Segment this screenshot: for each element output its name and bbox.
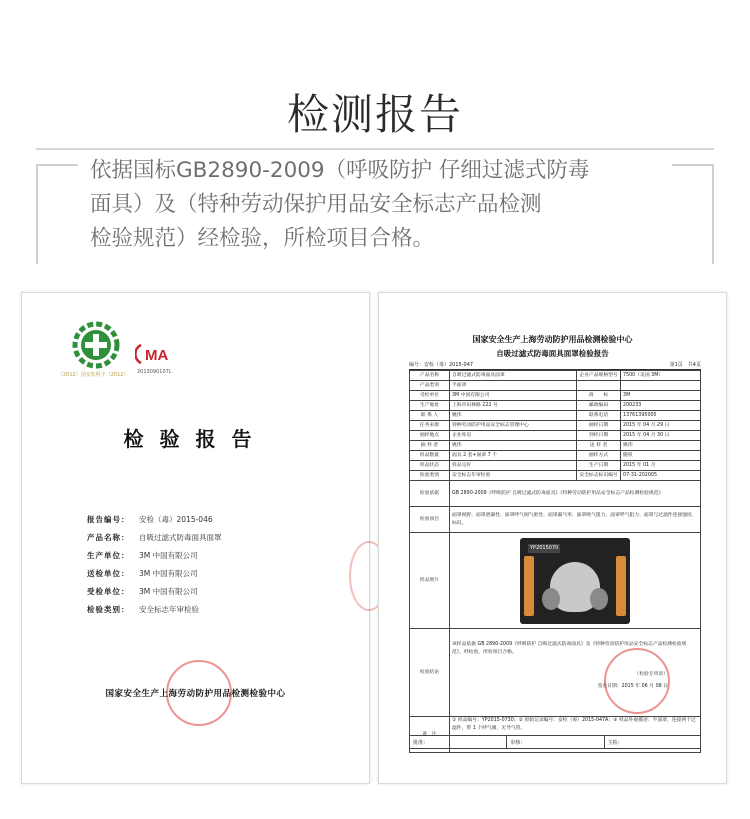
report-number: 编号：安检（毒）2015-047 [409, 362, 474, 368]
table-row [410, 431, 701, 441]
sign-review: 审核： [506, 736, 603, 748]
cover-field-text: 生产单位： [87, 551, 130, 560]
table-cell: 商 标 [577, 391, 621, 401]
table-cell: 备 注 [410, 717, 450, 753]
cover-field-text: 3M 中国有限公司 [139, 587, 198, 596]
table-row [410, 471, 701, 481]
filter-canister-icon [616, 556, 626, 616]
cover-field-text: 自吸过滤式防毒面具面罩 [139, 533, 222, 542]
conclusion-text: 该样品依据 GB 2890-2009《呼吸防护 自吸过滤式防毒面具》及《特种劳动防护用品安全标志产品检测检验规范》，经检验，所检项目合格。 [452, 642, 687, 655]
table-cell: 任务来源 [410, 421, 450, 431]
sign-approve: 批准： [409, 736, 506, 748]
table-cell: 姚伟 [450, 411, 577, 421]
cover-field-text: 产品名称： [87, 533, 130, 542]
table-cell: 联 系 人 [410, 411, 450, 421]
signature-row [409, 735, 701, 749]
table-cell: GB 2890-2009《呼吸防护 自吸过滤式防毒面具》《特种劳动防护用品安全标志产品检测检验规范》 [450, 481, 701, 507]
logo-ma-caption: 2013090107L [137, 369, 172, 375]
table-cell: 抽样日期 [577, 421, 621, 431]
cover-field-row [87, 565, 347, 583]
report-meta [409, 361, 701, 370]
cover-field-text: 安检（毒）2015-046 [139, 515, 213, 524]
table-cell: 姚伟 [450, 441, 577, 451]
table-cell: 安全标志年审检验 [450, 471, 577, 481]
table-cell [621, 381, 701, 391]
table-row [410, 421, 701, 431]
report-cover-image [21, 292, 370, 784]
sample-photo-tag: YP2015070 [530, 544, 559, 551]
conclusion-stamp-text: （检验专用章） [634, 672, 668, 677]
table-cell: 企业库房 [450, 431, 577, 441]
table-cell [577, 381, 621, 391]
table-row [410, 381, 701, 391]
cover-field-row [87, 547, 347, 565]
table-cell: 半面罩 [450, 381, 577, 391]
table-cell: 7500（美国 3M） [621, 371, 701, 381]
table-cell: ① 样品编号：YP2015-0730；② 原始记录编号：安检（毒）2015-047A；③ 样品外观描述：半面罩，连接两个过滤件，带 1 个呼气阀，无导气管。 [450, 717, 701, 753]
cover-field-text: 检验类别： [87, 605, 130, 614]
sign-main: 主检： [604, 736, 701, 748]
cover-field-row [87, 529, 347, 547]
table-cell: 安全标志标识编号 [577, 471, 621, 481]
report-name: 自吸过滤式防毒面具面罩检验报告 [496, 349, 609, 358]
table-cell: 产品名称 [410, 371, 450, 381]
cover-field-text: 受检单位： [87, 587, 130, 596]
cover-field-text: 送检单位： [87, 569, 130, 578]
table-cell: 检验项目 [410, 507, 450, 533]
cma-logo-icon [135, 343, 183, 365]
cover-field-row [87, 511, 347, 529]
report-detail-image [378, 292, 727, 784]
filter-canister-icon [524, 556, 534, 616]
intro-line-3: 检验规范）经检验，所检项目合格。 [90, 226, 435, 251]
table-cell: 检验类别 [410, 471, 450, 481]
safety-cross-logo-icon [72, 321, 120, 369]
table-cell: 姚伟 [621, 441, 701, 451]
intro-line-1: 依据国标GB2890-2009（呼吸防护 仔细过滤式防毒 [90, 158, 590, 183]
table-cell: 2015 年 04 月 29 日 [621, 421, 701, 431]
table-row [410, 461, 701, 471]
table-cell: 抽 样 者 [410, 441, 450, 451]
table-cell: 到样日期 [577, 431, 621, 441]
intro-text [90, 154, 670, 256]
table-row [410, 401, 701, 411]
table-cell: 产品类别 [410, 381, 450, 391]
table-row [410, 507, 701, 533]
table-cell: 抽样地点 [410, 431, 450, 441]
table-cell: 随机 [621, 451, 701, 461]
table-row [410, 451, 701, 461]
table-cell: 样品完好 [450, 461, 577, 471]
table-cell: 2015 年 01 月 [621, 461, 701, 471]
red-seal-stamp [604, 648, 670, 714]
bracket-bottom-line [36, 148, 714, 150]
table-cell: 检验结论 [410, 629, 450, 717]
bracket-left [36, 164, 78, 264]
table-cell: 样品状态 [410, 461, 450, 471]
table-cell: 自吸过滤式防毒面具面罩 [450, 371, 577, 381]
table-cell: 企业产品规格型号 [577, 371, 621, 381]
table-cell: 抽样方式 [577, 451, 621, 461]
table-cell: 邮政编码 [577, 401, 621, 411]
table-row [410, 391, 701, 401]
table-cell: 2015 年 04 月 30 日 [621, 431, 701, 441]
issue-date: 签发日期：2015 年 06 月 08 日 [597, 684, 668, 689]
table-cell [450, 533, 701, 629]
sample-photo [520, 538, 630, 624]
table-cell: 面具 2 套+面罩 7 个 [450, 451, 577, 461]
table-cell: 3M 中国有限公司 [450, 391, 577, 401]
table-cell: 样品数量 [410, 451, 450, 461]
cover-field-text: 报告编号： [87, 515, 130, 524]
table-cell: 上海市田林路 222 号 [450, 401, 577, 411]
table-cell: 样品照片 [410, 533, 450, 629]
table-row [410, 441, 701, 451]
cover-field-row [87, 601, 347, 619]
mask-filter-icon [542, 588, 560, 610]
table-row [410, 533, 701, 629]
table-cell: 受检单位 [410, 391, 450, 401]
table-cell: 3M [621, 391, 701, 401]
table-cell: 送 样 者 [577, 441, 621, 451]
report-page: 第1页 共4页 [669, 362, 701, 368]
mask-filter-icon [590, 588, 608, 610]
page-title: 检测报告 [286, 90, 463, 139]
cover-field-text: 3M 中国有限公司 [139, 551, 198, 560]
table-cell: 07-31-202005 [621, 471, 701, 481]
intro-box [36, 148, 714, 266]
table-row [410, 411, 701, 421]
cover-fields [87, 511, 347, 619]
table-row [410, 371, 701, 381]
table-cell: 200233 [621, 401, 701, 411]
table-cell: 生产地址 [410, 401, 450, 411]
logo-cross-caption: （2012）国安监科字（2012） [58, 372, 129, 378]
table-cell: 联系电话 [577, 411, 621, 421]
table-row [410, 481, 701, 507]
table-cell: 生产日期 [577, 461, 621, 471]
table-cell: 面罩视野、面罩泄漏性、面罩呼气阀气密性、面罩漏气率、面罩吸气阻力、面罩呼气阻力、面罩与过滤件连接强度、标识。 [450, 507, 701, 533]
cover-field-text: 安全标志年审检验 [139, 605, 199, 614]
table-cell: 特种劳动防护用品安全标志管理中心 [450, 421, 577, 431]
cover-field-text: 3M 中国有限公司 [139, 569, 198, 578]
report-org: 国家安全生产上海劳动防护用品检测检验中心 [472, 335, 633, 344]
cover-org: 国家安全生产上海劳动防护用品检测检验中心 [105, 689, 286, 699]
table-cell: 13761395005 [621, 411, 701, 421]
cover-field-row [87, 583, 347, 601]
bracket-right [672, 164, 714, 264]
table-cell: 检验依据 [410, 481, 450, 507]
intro-line-2: 面具）及（特种劳动保护用品安全标志产品检测 [90, 192, 542, 217]
cover-title: 检验报告 [123, 427, 268, 451]
cma-logo-text: MA [145, 347, 169, 364]
